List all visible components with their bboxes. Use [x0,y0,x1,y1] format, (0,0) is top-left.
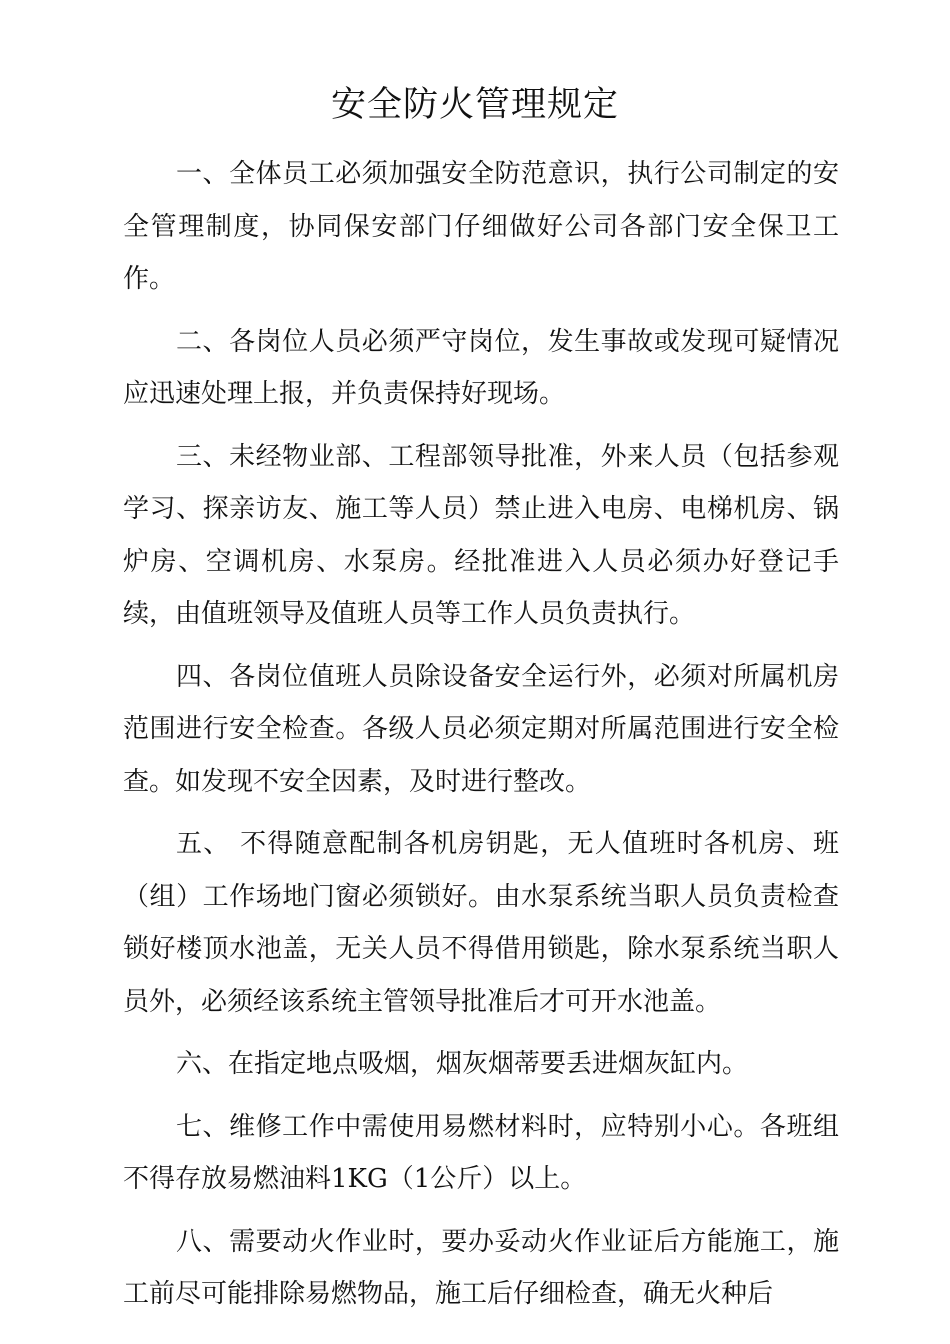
paragraph-5: 五、 不得随意配制各机房钥匙，无人值班时各机房、班（组）工作场地门窗必须锁好。由水泵系统当职人员负责检查锁好楼顶水池盖，无关人员不得借用锁匙，除水泵系统当职人员外，必须经该系统主管领导批准后才可开水池盖。 [123,829,839,1017]
paragraph-1: 一、全体员工必须加强安全防范意识，执行公司制定的安全管理制度，协同保安部门仔细做好公司各部门安全保卫工作。 [123,159,839,294]
paragraph-6: 六、在指定地点吸烟，烟灰烟蒂要丢进烟灰缸内。 [176,1049,749,1079]
document-title: 安全防火管理规定 [330,85,619,125]
paragraph-2: 二、各岗位人员必须严守岗位，发生事故或发现可疑情况应迅速处理上报，并负责保持好现场。 [123,326,839,409]
paragraph-8: 八、需要动火作业时，要办妥动火作业证后方能施工，施工前尽可能排除易燃物品，施工后仔细检查，确无火种后 [123,1226,839,1309]
paragraph-3: 三、未经物业部、工程部领导批准，外来人员（包括参观学习、探亲访友、施工等人员）禁止进入电房、电梯机房、锅炉房、空调机房、水泵房。经批准进入人员必须办好登记手续，由值班领导及值班人员等工作人员负责执行。 [123,441,839,629]
document-body [123,148,839,1331]
paragraph-7: 七、维修工作中需使用易燃材料时，应特别小心。各班组不得存放易燃油料1KG（1公斤）以上。 [123,1111,839,1194]
paragraph-4: 四、各岗位值班人员除设备安全运行外，必须对所属机房范围进行安全检查。各级人员必须定期对所属范围进行安全检查。如发现不安全因素，及时进行整改。 [123,661,839,797]
